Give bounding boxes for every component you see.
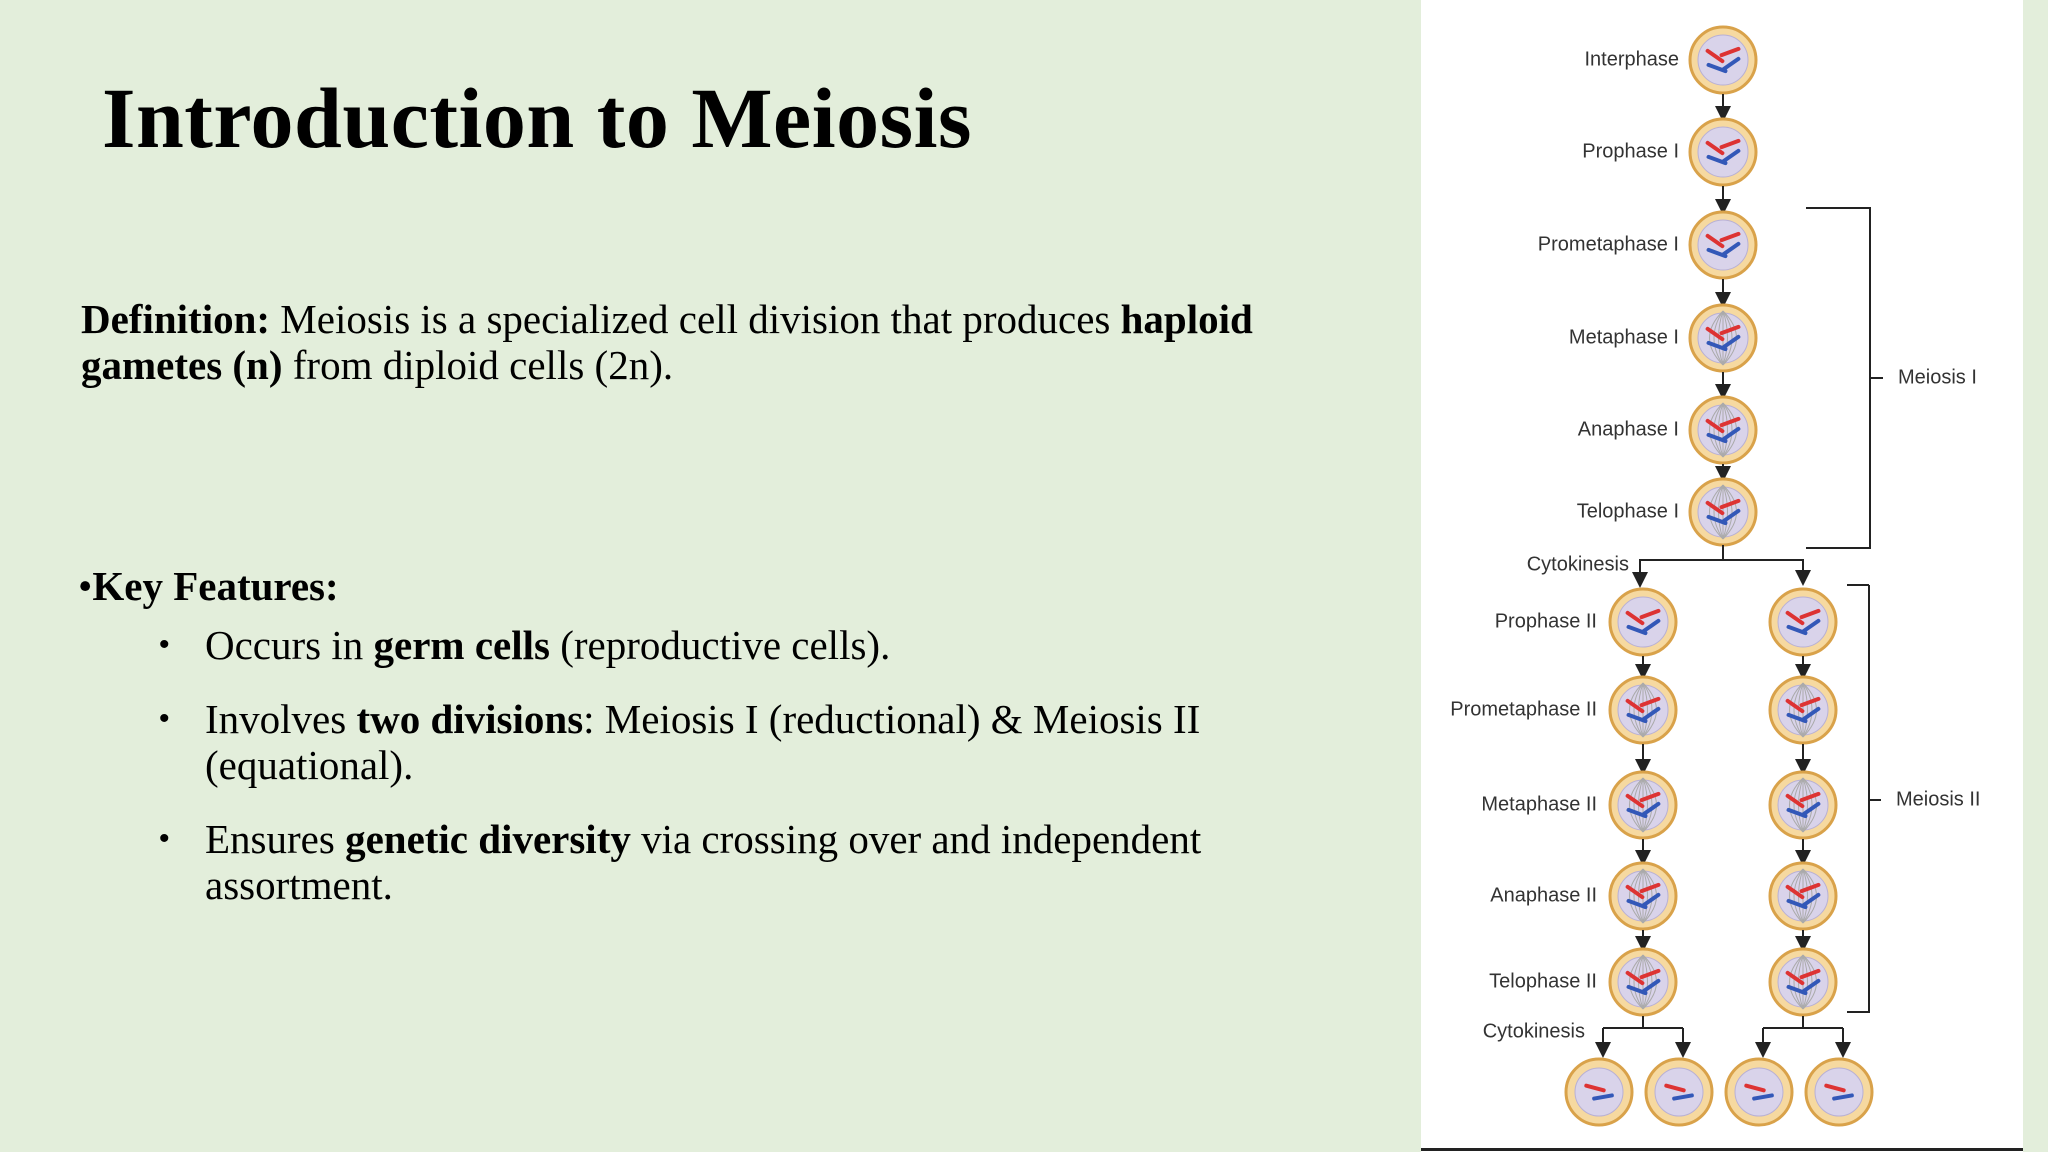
split-connector bbox=[1763, 1016, 1843, 1028]
feature-text-post: via crossing over and independent assortment. bbox=[205, 816, 1202, 908]
feature-item bbox=[159, 696, 1325, 788]
stage-label: Metaphase I bbox=[1568, 326, 1679, 349]
gamete-nucleus bbox=[1815, 1068, 1863, 1116]
feature-item bbox=[159, 816, 1325, 908]
stage-label: Metaphase II bbox=[1481, 793, 1597, 816]
stage-label: Anaphase II bbox=[1490, 884, 1597, 907]
bullet-icon: • bbox=[159, 702, 170, 735]
stage-label: Anaphase I bbox=[1577, 418, 1679, 441]
stage-label: Telophase II bbox=[1489, 970, 1597, 993]
stage-label: Telophase I bbox=[1576, 500, 1679, 523]
feature-text-pre: Occurs in bbox=[205, 622, 374, 668]
definition-paragraph bbox=[81, 296, 1341, 388]
meiosis-diagram bbox=[1421, 0, 2023, 1152]
bullet-icon: • bbox=[159, 822, 170, 855]
definition-label: Definition: bbox=[81, 296, 271, 342]
split-connector bbox=[1640, 545, 1803, 578]
meiosis-1-label: Meiosis I bbox=[1898, 366, 1977, 389]
gamete-nucleus bbox=[1655, 1068, 1703, 1116]
bullet-icon: • bbox=[159, 628, 170, 661]
stage-label: Prophase I bbox=[1582, 140, 1679, 163]
meiosis-diagram-svg bbox=[1421, 0, 2023, 1152]
stage-label: Prophase II bbox=[1494, 610, 1597, 633]
definition-text-2: from diploid cells (2n). bbox=[282, 342, 674, 388]
definition-text-1: Meiosis is a specialized cell division that produces bbox=[270, 296, 1121, 342]
feature-item bbox=[159, 622, 1325, 668]
gamete-nucleus bbox=[1735, 1068, 1783, 1116]
key-features-heading bbox=[78, 562, 339, 610]
feature-text-bold: germ cells bbox=[373, 622, 550, 668]
stage-label: Interphase bbox=[1584, 48, 1679, 71]
cytokinesis-label: Cytokinesis bbox=[1526, 553, 1629, 576]
meiosis-1-bracket bbox=[1806, 208, 1870, 548]
feature-text-bold: two divisions bbox=[356, 696, 584, 742]
meiosis-2-bracket bbox=[1847, 585, 1869, 1012]
feature-text-post: (reproductive cells). bbox=[549, 622, 891, 668]
stage-label: Prometaphase I bbox=[1537, 233, 1679, 256]
heading-bullet: • bbox=[78, 563, 93, 609]
definition-bold-term: haploid gametes (n) bbox=[81, 296, 1253, 388]
cytokinesis-label: Cytokinesis bbox=[1482, 1020, 1585, 1043]
feature-text-bold: genetic diversity bbox=[345, 816, 631, 862]
slide-title: Introduction to Meiosis bbox=[102, 70, 972, 166]
feature-text-pre: Involves bbox=[205, 696, 357, 742]
gamete-nucleus bbox=[1575, 1068, 1623, 1116]
feature-text-post: : Meiosis I (reductional) & Meiosis II (equational). bbox=[205, 696, 1201, 788]
split-connector bbox=[1603, 1016, 1683, 1028]
bottom-border bbox=[1421, 1148, 2023, 1151]
meiosis-2-label: Meiosis II bbox=[1896, 788, 1981, 811]
key-features-label: Key Features: bbox=[92, 563, 339, 609]
feature-text-pre: Ensures bbox=[205, 816, 346, 862]
stage-label: Prometaphase II bbox=[1450, 698, 1597, 721]
